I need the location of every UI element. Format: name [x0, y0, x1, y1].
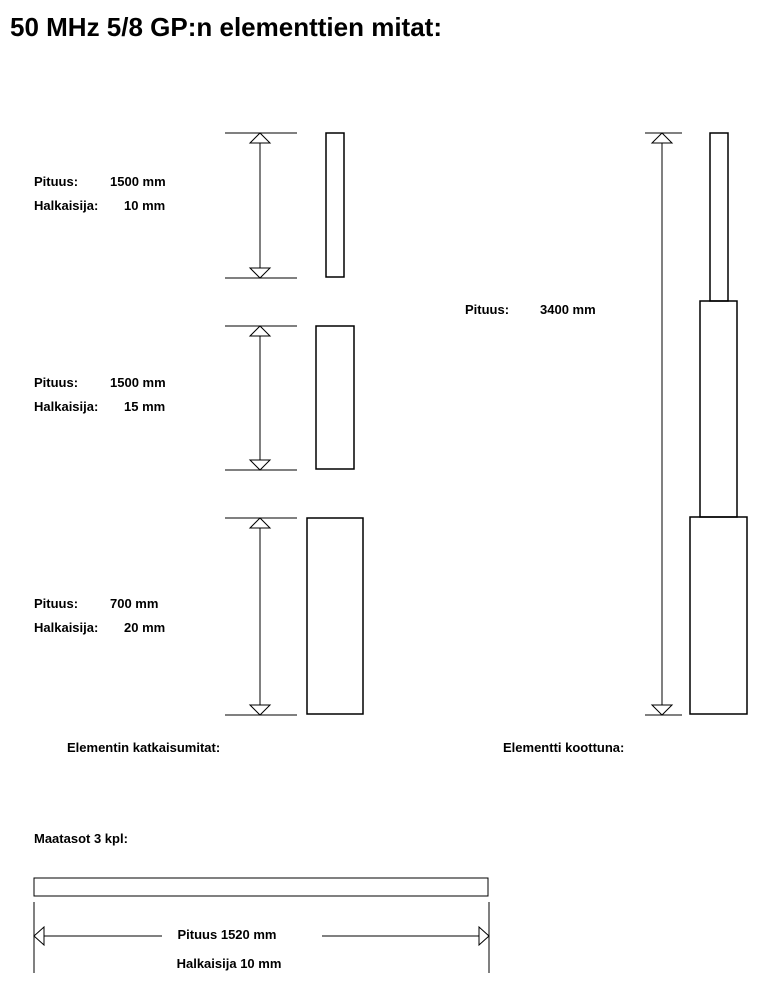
- element-2-length-value: 1500 mm: [110, 375, 166, 390]
- assembled-dimension-line: [645, 133, 682, 715]
- element-1-diameter-value: 10 mm: [124, 198, 166, 213]
- element-1-dimension-line: [225, 133, 297, 278]
- element-1-tube: [326, 133, 344, 277]
- element-1-diameter-label: Halkaisija:: [34, 198, 99, 213]
- element-2-tube: [316, 326, 354, 469]
- assembled-length-label: Pituus:: [465, 302, 510, 317]
- element-2-length-label: Pituus:: [34, 375, 79, 390]
- element-3-diameter-value: 20 mm: [124, 620, 166, 635]
- ground-planes-heading: Maatasot 3 kpl:: [34, 831, 128, 846]
- cut-dimensions-caption: Elementin katkaisumitat:: [67, 740, 221, 755]
- page-title: 50 MHz 5/8 GP:n elementtien mitat:: [10, 12, 442, 42]
- assembled-antenna: [690, 133, 747, 714]
- element-1-length-label: Pituus:: [34, 174, 79, 189]
- assembled-length-value: 3400 mm: [540, 302, 596, 317]
- ground-plane-rod: [34, 878, 488, 896]
- element-2-dimension-line: [225, 326, 297, 470]
- ground-plane-length: Pituus 1520 mm: [177, 927, 277, 942]
- ground-plane-diameter: Halkaisija 10 mm: [176, 956, 282, 971]
- element-2-diameter-label: Halkaisija:: [34, 399, 99, 414]
- element-1-length-value: 1500 mm: [110, 174, 166, 189]
- element-3-tube: [307, 518, 363, 714]
- element-3-length-value: 700 mm: [110, 596, 159, 611]
- element-3-length-label: Pituus:: [34, 596, 79, 611]
- assembled-caption: Elementti koottuna:: [503, 740, 625, 755]
- element-3-diameter-label: Halkaisija:: [34, 620, 99, 635]
- element-3-dimension-line: [225, 518, 297, 715]
- element-2-diameter-value: 15 mm: [124, 399, 166, 414]
